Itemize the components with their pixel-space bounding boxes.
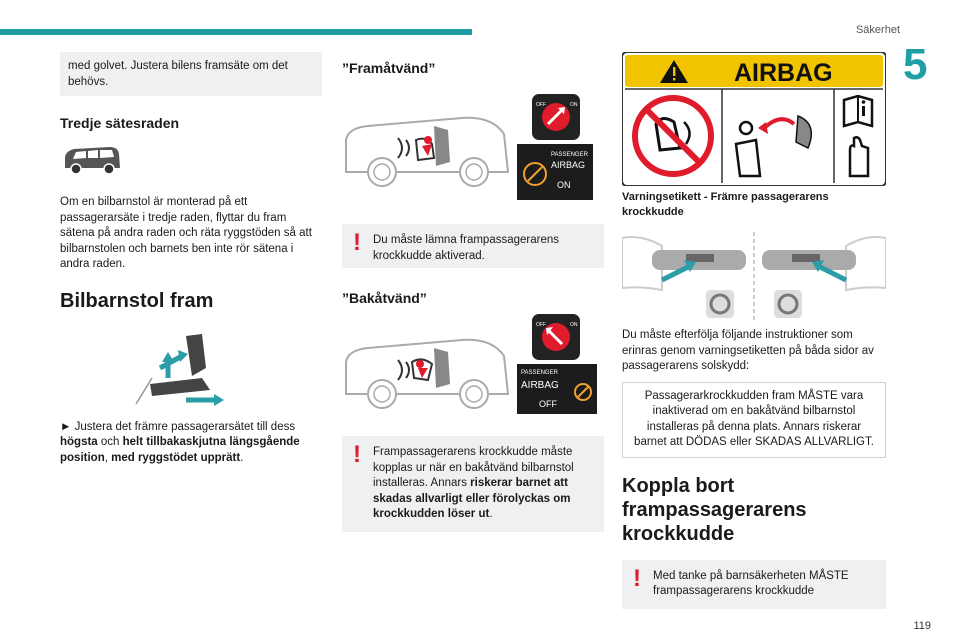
airbag-label-text: AIRBAG (734, 59, 833, 87)
airbag-off-panel-icon (517, 364, 597, 414)
section-title: Säkerhet (855, 24, 900, 36)
follow-instructions-text: Du måste efterfölja följande instruktioner som erinras genom varningsetiketten på båda sidor av passagerarens solskydd: (622, 329, 874, 372)
off-panel-state: OFF (539, 399, 557, 409)
on-panel-state: ON (557, 180, 571, 190)
rear-facing-note (342, 436, 604, 532)
label-caption: Varningsetikett - Främre passagerarens krockkudde (622, 191, 829, 218)
rear-facing-figure (342, 320, 604, 424)
header-accent-bar (0, 29, 472, 35)
column-3 (622, 52, 886, 609)
column-2 (342, 52, 604, 532)
airbag-on-panel-icon (517, 144, 593, 200)
intro-box: med golvet. Justera bilens framsäte om det behövs. (60, 52, 322, 96)
third-row-text: Om en bilbarnstol är monterad på ett passagerarsäte i tredje raden, flyttar du fram sätena på andra raden och räta ryggstöden så att bilbarnstolen och barnets ben inte rör sätena i andra raden. (60, 196, 312, 270)
danger-warning-box: Passagerarkrockkudden fram MÅSTE vara inaktiverad om en bakåtvänd bilbarnstol installeras på denna plats. Annars riskerar barnet att DÖDAS eller SKADAS ALLVARLIGT. (622, 382, 886, 458)
seat-adjust-icon (130, 328, 230, 406)
switch-on-label: ON (570, 322, 578, 328)
car-forward-seat-icon (342, 110, 510, 192)
instr-text: , (104, 451, 112, 464)
on-panel-line2: AIRBAG (551, 160, 586, 170)
switch-on-label: ON (570, 102, 578, 108)
airbag-switch-icon (532, 314, 580, 360)
rear-note-end: . (489, 508, 493, 520)
column-1 (60, 52, 322, 466)
airbag-switch-icon (532, 94, 580, 140)
disable-note-text: Med tanke på barnsäkerheten MÅSTE frampassagerarens krockkudde (653, 569, 849, 597)
minivan-icon (62, 142, 122, 178)
exclamation-icon: ! (633, 564, 641, 592)
no-rearward-seat-icon (635, 98, 711, 174)
exclamation-icon: ! (353, 229, 361, 256)
third-row-heading: Tredje sätesraden (60, 115, 180, 131)
chapter-number: 5 (903, 40, 928, 89)
instr-text: . (240, 451, 244, 464)
switch-off-label: OFF (536, 102, 546, 108)
airbag-warning-label (622, 52, 886, 186)
forward-facing-note (342, 224, 604, 268)
rear-note-bold: riskerar barnet att skadas allvarligt eller förolyckas om krockkudden löser ut (373, 477, 571, 520)
instr-text: och (97, 436, 123, 448)
front-seat-instruction (60, 420, 322, 467)
off-panel-line1: PASSENGER (521, 370, 558, 376)
forward-facing-heading: ”Framåtvänd” (342, 60, 436, 76)
page-number: 119 (913, 620, 931, 632)
forward-facing-figure (342, 90, 604, 208)
sunvisor-icon (622, 228, 886, 324)
rear-facing-heading: ”Bakåtvänd” (342, 290, 427, 306)
instr-bold-highest: högsta (60, 436, 98, 448)
rear-note-text: Frampassagerarens krockkudde måste kopplas ur när en bakåtvänd bilbarnstol installeras. Annars (373, 446, 574, 489)
instr-text: ► Justera det främre passagerarsätet till dess (60, 420, 296, 433)
exclamation-icon: ! (353, 441, 361, 468)
disable-airbag-heading: Koppla bort frampassagerarens krockkudde (622, 474, 807, 545)
instr-bold-backrest: med ryggstödet upprätt (111, 451, 241, 464)
on-panel-line1: PASSENGER (551, 152, 588, 158)
disable-airbag-note (622, 560, 886, 609)
front-seat-heading: Bilbarnstol fram (60, 289, 214, 312)
car-rear-seat-icon (342, 332, 510, 414)
off-panel-line2: AIRBAG (521, 380, 559, 391)
instr-bold-position: helt tillbakaskjutna längsgående position (60, 436, 300, 464)
forward-note-text: Du måste lämna frampassagerarens krockkudde aktiverad. (373, 234, 559, 262)
switch-off-label: OFF (536, 322, 546, 328)
